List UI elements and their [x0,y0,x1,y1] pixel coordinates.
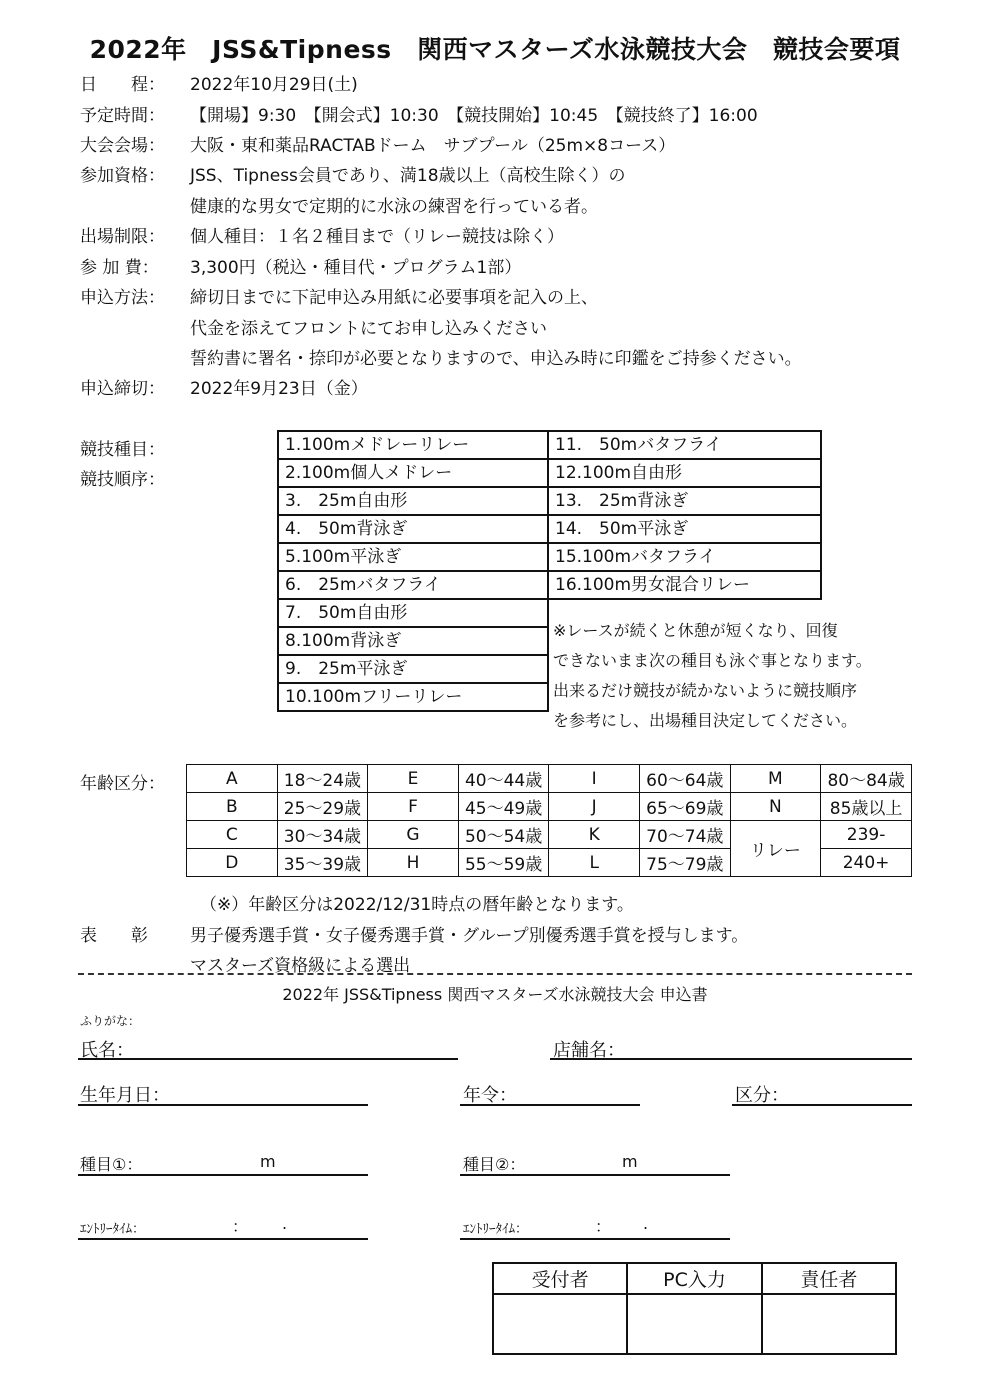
age-cell: 25～29歳 [277,793,368,821]
fee-label: 参 加 費： [80,258,159,278]
division-field[interactable] [732,1104,912,1106]
event-item: 11. 50mバタフライ [549,431,821,459]
event-item: 3. 25m自由形 [278,487,548,515]
entry-time1-colon: ： [232,1217,249,1236]
age-cell: 18～24歳 [277,765,368,793]
age-cell: 40～44歳 [458,765,549,793]
birth-label: 生年月日： [80,1085,170,1106]
age-cell: A [187,765,278,793]
schedule-label: 日 程： [80,75,165,95]
events-right-table [549,430,822,600]
age-cell: 65～69歳 [639,793,730,821]
age-cell: I [549,765,640,793]
age-cell: J [549,793,640,821]
cut-line [78,973,912,975]
age-field[interactable] [460,1104,640,1106]
order-label: 競技順序： [80,470,165,490]
division-label: 区分： [735,1085,789,1106]
entry-time1-field[interactable] [78,1238,368,1240]
limit-value: 個人種目：１名２種目まで（リレー競技は除く） [190,227,564,247]
age-cell: 60～64歳 [639,765,730,793]
page-title: 2022年 JSS&Tipness 関西マスターズ水泳競技大会 競技会要項 [89,35,901,64]
events-note-4: を参考にし、出場種目決定してください。 [553,711,858,730]
form-title: 2022年 JSS&Tipness 関西マスターズ水泳競技大会 申込書 [282,985,708,1004]
award-text-2: マスターズ資格級による選出 [190,956,411,976]
stamp-header: PC入力 [627,1263,761,1294]
event-item: 9. 25m平泳ぎ [278,655,548,683]
event1-unit: m [260,1152,276,1171]
age-cell: 50～54歳 [458,821,549,849]
age-cell: B [187,793,278,821]
age-cell: 35～39歳 [277,849,368,877]
age-cell-relay: リレー [730,821,821,877]
age-cell: 30～34歳 [277,821,368,849]
event1-field[interactable] [78,1174,368,1176]
apply-label: 申込方法： [80,288,165,308]
event-item: 7. 50m自由形 [278,599,548,627]
age-cell: G [368,821,459,849]
event-item: 10.100mフリーリレー [278,683,548,711]
age-cell: 85歳以上 [821,793,912,821]
age-cell: 55～59歳 [458,849,549,877]
event-item: 8.100m背泳ぎ [278,627,548,655]
event-item: 4. 50m背泳ぎ [278,515,548,543]
apply-value-3: 誓約書に署名・捺印が必要となりますので、申込み時に印鑑をご持参ください。 [190,349,802,369]
entry-time2-colon: ： [595,1217,612,1236]
event2-label: 種目②： [463,1155,526,1174]
events-note-2: できないまま次の種目も泳ぐ事となります。 [553,651,872,670]
apply-value: 締切日までに下記申込み用紙に必要事項を記入の上、 [190,288,598,308]
event-item: 16.100m男女混合リレー [549,571,821,599]
age-cell: M [730,765,821,793]
event-item: 13. 25m背泳ぎ [549,487,821,515]
events-label: 競技種目： [80,440,165,460]
award-label: 表 彰 [80,926,148,946]
events-left-table [277,430,549,712]
age-cell: F [368,793,459,821]
age-cell: 70～74歳 [639,821,730,849]
entry-time2-field[interactable] [460,1238,730,1240]
age-cell: L [549,849,640,877]
event-item: 6. 25mバタフライ [278,571,548,599]
age-cell: 240+ [821,849,912,877]
age-cell: 45～49歳 [458,793,549,821]
age-cell: 75～79歳 [639,849,730,877]
age-field-label: 年令： [463,1085,517,1106]
entry-time2-dot: . [643,1214,649,1233]
age-cell: N [730,793,821,821]
stamp-header: 責任者 [762,1263,896,1294]
eligibility-value-2: 健康的な男女で定期的に水泳の練習を行っている者。 [190,197,598,217]
deadline-label: 申込締切： [80,379,165,399]
age-cell: D [187,849,278,877]
stamp-header: 受付者 [493,1263,627,1294]
entry-time1-label: ｴﾝﾄﾘｰﾀｲﾑ： [80,1222,146,1237]
entry-time2-label: ｴﾝﾄﾘｰﾀｲﾑ： [463,1222,529,1237]
venue-value: 大阪・東和薬品RACTABドーム サブプール（25m×8コース） [190,136,676,156]
time-value: 【開場】9:30 【開会式】10:30 【競技開始】10:45 【競技終了】16:00 [190,106,758,126]
schedule-value: 2022年10月29日(土) [190,75,358,95]
venue-label: 大会会場： [80,136,165,156]
age-cell: C [187,821,278,849]
store-label: 店舗名： [553,1040,625,1061]
award-text: 男子優秀選手賞・女子優秀選手賞・グループ別優秀選手賞を授与します。 [190,926,749,946]
entry-time1-dot: . [282,1214,288,1233]
eligibility-value: JSS、Tipness会員であり、満18歳以上（高校生除く）の [190,166,626,186]
age-cell: 80～84歳 [821,765,912,793]
event2-field[interactable] [460,1174,730,1176]
stamp-table [492,1262,897,1355]
time-label: 予定時間： [80,106,165,126]
store-field[interactable] [550,1058,912,1060]
name-label: 氏名： [80,1040,134,1061]
age-label: 年齢区分： [80,774,165,794]
stamp-box [762,1294,896,1354]
age-note: （※）年齢区分は2022/12/31時点の暦年齢となります。 [200,895,634,915]
age-cell: 239- [821,821,912,849]
stamp-box [493,1294,627,1354]
age-table [186,764,912,877]
eligibility-label: 参加資格： [80,166,165,186]
event-item: 5.100m平泳ぎ [278,543,548,571]
age-cell: E [368,765,459,793]
deadline-value: 2022年9月23日（金） [190,379,368,399]
event-item: 2.100m個人メドレー [278,459,548,487]
birth-field[interactable] [78,1104,368,1106]
limit-label: 出場制限： [80,227,165,247]
fee-value: 3,300円（税込・種目代・プログラム1部） [190,258,522,278]
event-item: 15.100mバタフライ [549,543,821,571]
age-cell: K [549,821,640,849]
event2-unit: m [622,1152,638,1171]
stamp-box [627,1294,761,1354]
event-item: 12.100m自由形 [549,459,821,487]
event-item: 14. 50m平泳ぎ [549,515,821,543]
apply-value-2: 代金を添えてフロントにてお申し込みください [190,319,547,339]
events-note-3: 出来るだけ競技が続かないように競技順序 [553,681,858,700]
event-item: 1.100mメドレーリレー [278,431,548,459]
furigana-label: ふりがな： [80,1014,141,1028]
age-cell: H [368,849,459,877]
name-field[interactable] [78,1058,458,1060]
events-note-1: ※レースが続くと休憩が短くなり、回復 [553,621,838,640]
event1-label: 種目①： [80,1155,143,1174]
